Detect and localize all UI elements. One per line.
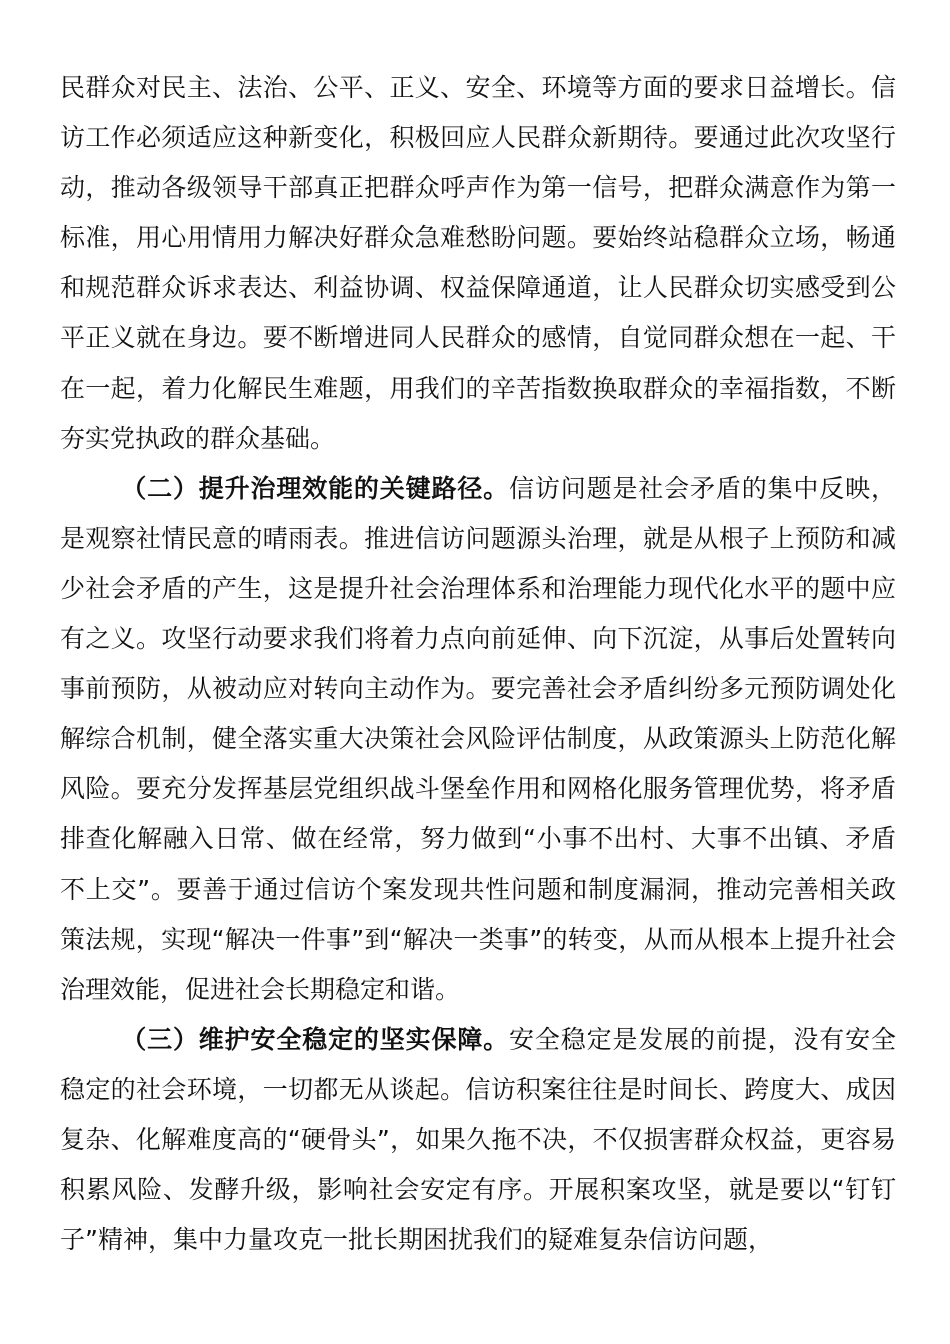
section-heading-2: （二）提升治理效能的关键路径。 (121, 473, 510, 503)
paragraph-3 (60, 1015, 896, 1265)
document-page (60, 63, 896, 1265)
paragraph-1 (60, 63, 896, 464)
paragraph-1-text: 民群众对民主、法治、公平、正义、安全、环境等方面的要求日益增长。信访工作必须适应这种新变化，积极回应人民群众新期待。要通过此次攻坚行动，推动各级领导干部真正把群众呼声作为第一信号，把群众满意作为第一标准，用心用情用力解决好群众急难愁盼问题。要始终站稳群众立场，畅通和规范群众诉求表达、利益协调、权益保障通道，让人民群众切实感受到公平正义就在身边。要不断增进同人民群众的感情，自觉同群众想在一起、干在一起，着力化解民生难题，用我们的辛苦指数换取群众的幸福指数，不断夯实党执政的群众基础。 (60, 73, 896, 453)
paragraph-2-text: 信访问题是社会矛盾的集中反映，是观察社情民意的晴雨表。推进信访问题源头治理，就是从根子上预防和减少社会矛盾的产生，这是提升社会治理体系和治理能力现代化水平的题中应有之义。攻坚行动要求我们将着力点向前延伸、向下沉淀，从事后处置转向事前预防，从被动应对转向主动作为。要完善社会矛盾纠纷多元预防调处化解综合机制，健全落实重大决策社会风险评估制度，从政策源头上防范化解风险。要充分发挥基层党组织战斗堡垒作用和网格化服务管理优势，将矛盾排查化解融入日常、做在经常，努力做到“小事不出村、大事不出镇、矛盾不上交”。要善于通过信访个案发现共性问题和制度漏洞，推动完善相关政策法规，实现“解决一件事”到“解决一类事”的转变，从而从根本上提升社会治理效能，促进社会长期稳定和谐。 (60, 473, 896, 1004)
paragraph-2 (60, 464, 896, 1015)
paragraph-3-text: 安全稳定是发展的前提，没有安全稳定的社会环境，一切都无从谈起。信访积案往往是时间长、跨度大、成因复杂、化解难度高的“硬骨头”，如果久拖不决，不仅损害群众权益，更容易积累风险、发酵升级，影响社会安定有序。开展积案攻坚，就是要以“钉钉子”精神，集中力量攻克一批长期困扰我们的疑难复杂信访问题， (60, 1024, 896, 1255)
section-heading-3: （三）维护安全稳定的坚实保障。 (121, 1024, 510, 1054)
